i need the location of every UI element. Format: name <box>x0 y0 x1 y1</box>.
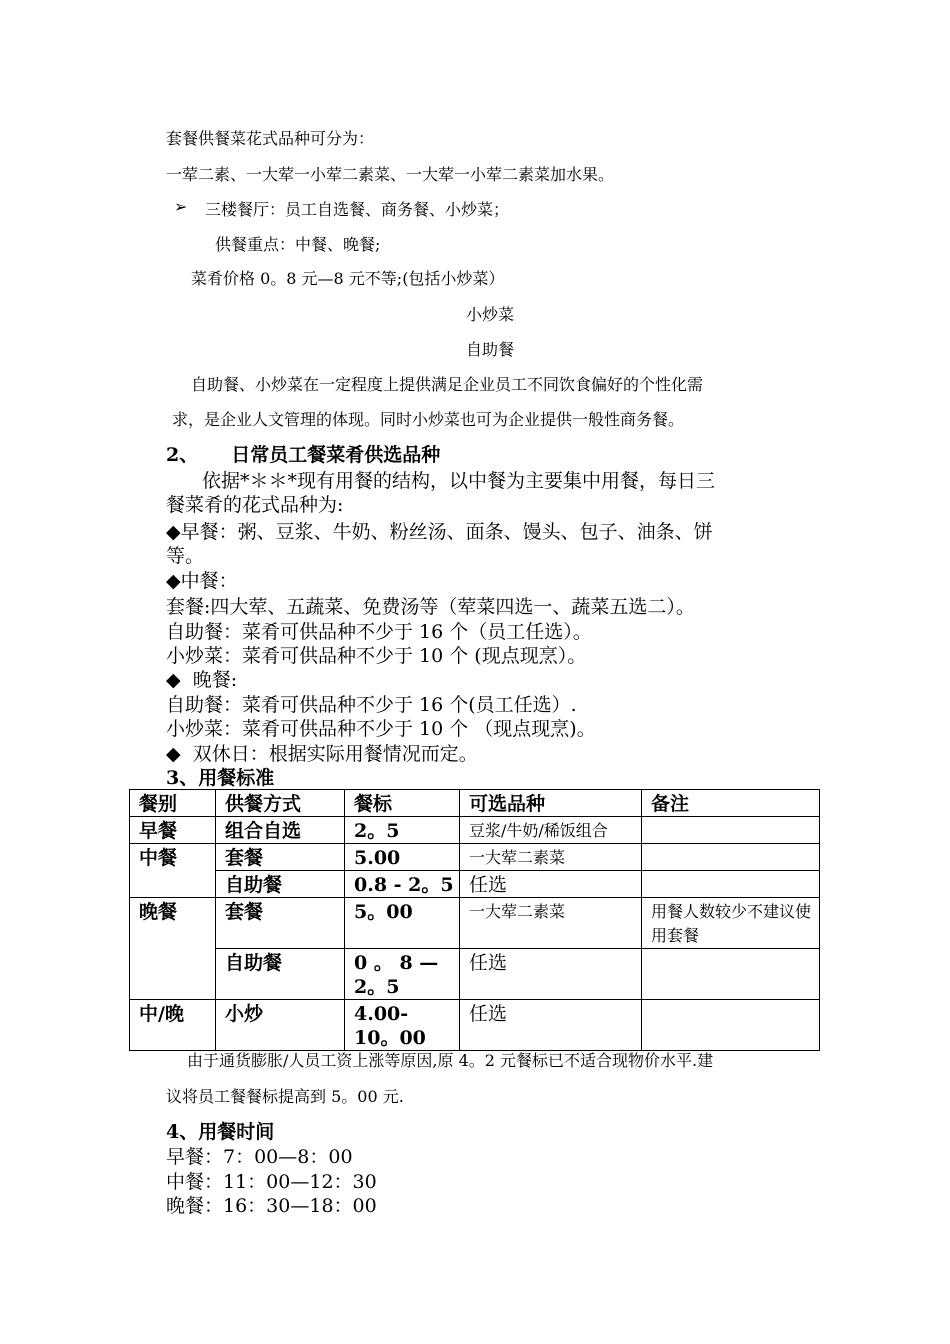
meal-cell: 早餐 <box>130 817 216 844</box>
price-line-2: 10。00 <box>354 1027 426 1049</box>
dinner-title: ◆ 晚餐: <box>166 669 238 691</box>
intro-line-3: 三楼餐厅：员工自选餐、商务餐、小炒菜； <box>205 200 510 219</box>
time-breakfast: 早餐：7：00—8：00 <box>166 1146 353 1168</box>
items-cell: 一大荤二素菜 <box>460 898 642 949</box>
table-row <box>130 844 820 871</box>
section-4-heading: 4、用餐时间 <box>166 1121 275 1143</box>
intro-line-2: 一荤二素、一大荤一小荤二素菜、一大荤一小荤二素菜加水果。 <box>166 165 615 184</box>
meal-cell: 中/晚 <box>130 1000 216 1051</box>
note-cell <box>642 844 820 871</box>
lunch-line-1: 套餐:四大荤、五蔬菜、免费汤等（荤菜四选一、蔬菜五选二）。 <box>166 596 695 618</box>
table-row <box>130 1000 820 1051</box>
section-2-para-1: 依据*＊＊*现有用餐的结构，以中餐为主要集中用餐，每日三 <box>202 470 716 492</box>
meal-cell: 晚餐 <box>130 898 216 1000</box>
intro-line-4: 供餐重点：中餐、晚餐; <box>215 235 381 254</box>
table-row <box>130 898 820 949</box>
note-para-2: 议将员工餐餐标提高到 5。00 元. <box>166 1087 404 1106</box>
lunch-title: ◆中餐： <box>166 570 238 592</box>
mode-cell: 套餐 <box>216 898 345 949</box>
header-cell: 餐别 <box>130 790 216 817</box>
header-cell: 可选品种 <box>460 790 642 817</box>
center-label-2: 自助餐 <box>465 340 514 359</box>
table-row <box>130 949 820 1000</box>
lunch-line-2: 自助餐：菜肴可供品种不少于 16 个（员工任选）。 <box>166 621 592 643</box>
intro-line-5: 菜肴价格 0。8 元—8 元不等;(包括小炒菜） <box>191 269 505 288</box>
price-cell: 5。00 <box>345 898 460 949</box>
dinner-line-1: 自助餐：菜肴可供品种不少于 16 个(员工任选）. <box>166 694 577 716</box>
items-cell: 一大荤二素菜 <box>460 844 642 871</box>
intro-para-1: 自助餐、小炒菜在一定程度上提供满足企业员工不同饮食偏好的个性化需 <box>191 375 704 394</box>
price-cell: 0.8 - 2。5 <box>345 871 460 898</box>
section-2-heading: 2、 日常员工餐菜肴供选品种 <box>166 444 441 466</box>
note-cell <box>642 949 820 1000</box>
table-row <box>130 817 820 844</box>
mode-cell: 组合自选 <box>216 817 345 844</box>
dinner-line-2: 小炒菜：菜肴可供品种不少于 10 个 （现点现烹)。 <box>166 718 596 740</box>
mode-cell: 套餐 <box>216 844 345 871</box>
price-cell: 2。5 <box>345 817 460 844</box>
center-label-1: 小炒菜 <box>465 305 514 324</box>
price-line-1: 0 。 8 — <box>354 952 439 974</box>
price-cell: 5.00 <box>345 844 460 871</box>
note-cell <box>642 871 820 898</box>
items-cell: 任选 <box>460 1000 642 1051</box>
intro-line-1: 套餐供餐菜花式品种可分为： <box>166 129 375 148</box>
note-para-1: 由于通货膨胀/人员工资上涨等原因,原 4。2 元餐标已不适合现物价水平.建 <box>187 1051 714 1070</box>
price-cell <box>345 949 460 1000</box>
section-2-para-2: 餐菜肴的花式品种为: <box>166 494 344 516</box>
table-row <box>130 871 820 898</box>
header-cell: 备注 <box>642 790 820 817</box>
mode-cell: 自助餐 <box>216 949 345 1000</box>
breakfast-line-2: 等。 <box>166 545 205 567</box>
table-header-row <box>130 790 820 817</box>
price-cell <box>345 1000 460 1051</box>
breakfast-line-1: ◆早餐：粥、豆浆、牛奶、粉丝汤、面条、馒头、包子、油条、饼 <box>166 521 713 543</box>
price-line-2: 2。5 <box>354 976 400 998</box>
meal-standard-table <box>129 789 820 1051</box>
section-3-heading: 3、用餐标准 <box>166 767 275 789</box>
time-lunch: 中餐：11：00—12：30 <box>166 1171 377 1193</box>
header-cell: 供餐方式 <box>216 790 345 817</box>
weekend-line: ◆ 双休日：根据实际用餐情况而定。 <box>166 743 478 765</box>
mode-cell: 小炒 <box>216 1000 345 1051</box>
items-cell: 任选 <box>460 949 642 1000</box>
mode-cell: 自助餐 <box>216 871 345 898</box>
note-cell: 用餐人数较少不建议使用套餐 <box>642 898 820 949</box>
lunch-line-3: 小炒菜：菜肴可供品种不少于 10 个 (现点现烹）。 <box>166 645 587 667</box>
items-cell: 任选 <box>460 871 642 898</box>
note-cell <box>642 817 820 844</box>
time-dinner: 晚餐：16：30—18：00 <box>166 1195 377 1217</box>
price-line-1: 4.00- <box>354 1003 409 1025</box>
arrow-bullet-icon: ➢ <box>174 197 188 216</box>
meal-cell: 中餐 <box>130 844 216 898</box>
items-cell: 豆浆/牛奶/稀饭组合 <box>460 817 642 844</box>
intro-para-2: 求，是企业人文管理的体现。同时小炒菜也可为企业提供一般性商务餐。 <box>172 410 685 429</box>
header-cell: 餐标 <box>345 790 460 817</box>
note-cell <box>642 1000 820 1051</box>
